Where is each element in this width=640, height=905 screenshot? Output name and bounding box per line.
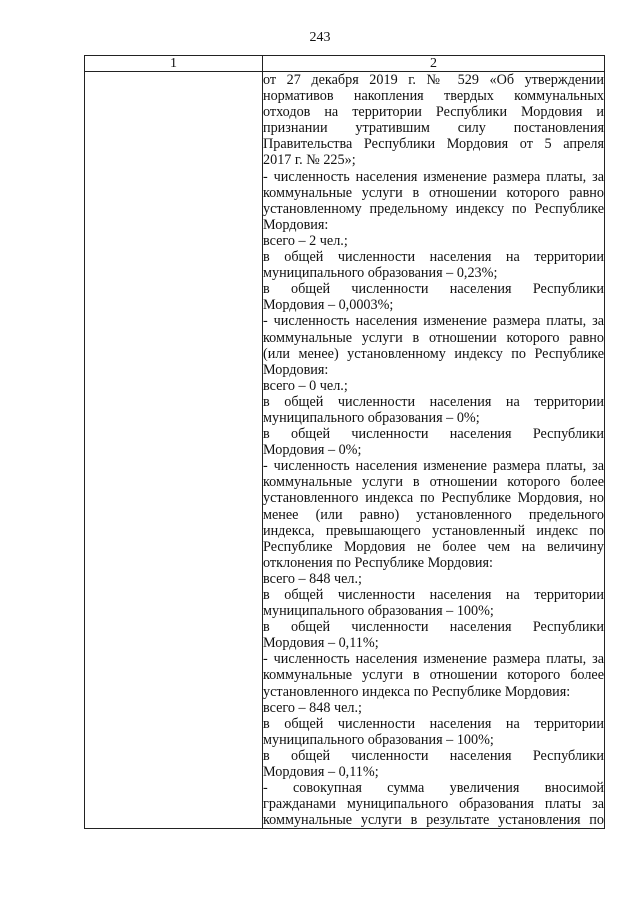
text-line: коммунальные услуги в отношении которого более (263, 474, 604, 491)
text-line: всего – 848 чел.; (263, 570, 362, 587)
text-line: Мордовия – 0,0003%; (263, 297, 394, 314)
page-number: 243 (309, 30, 331, 45)
text-line: отклонения по Республике Мордовия: (263, 554, 493, 571)
column-2-cell (263, 72, 605, 829)
text-line: коммунальные услуги в отношении которого равно (263, 329, 604, 346)
text-line: всего – 2 чел.; (263, 232, 348, 249)
text-line: отходов на территории Республики Мордовия и (263, 104, 604, 121)
text-line: - численность населения изменение размера платы, за (263, 651, 604, 668)
text-line: Республике Мордовия не более чем на величину (263, 538, 604, 555)
text-line: коммунальные услуги в отношении которого более (263, 667, 604, 684)
text-line: в общей численности населения Республики (263, 426, 604, 443)
text-line: всего – 0 чел.; (263, 377, 348, 394)
text-line: коммунальные услуги в отношении которого равно (263, 184, 604, 201)
text-line: гражданами муниципального образования платы за (263, 796, 604, 813)
text-line: индекса, превышающего установленный индекс по (263, 522, 604, 539)
text-line: Правительства Республики Мордовия от 5 апреля (263, 136, 604, 153)
text-line: Мордовия: (263, 216, 329, 233)
text-line: муниципального образования – 0%; (263, 409, 480, 426)
text-line: в общей численности населения на территории (263, 249, 604, 266)
text-line: 2017 г. № 225»; (263, 152, 356, 169)
text-line: всего – 848 чел.; (263, 699, 362, 716)
text-line: установленного индекса по Республике Мордовия, но (263, 490, 604, 507)
table-header-row (85, 56, 605, 72)
text-line: Мордовия – 0%; (263, 442, 362, 459)
text-line: в общей численности населения на территории (263, 715, 604, 732)
text-line: муниципального образования – 100%; (263, 731, 494, 748)
text-line: признании утратившим силу постановления (263, 120, 604, 137)
text-line: в общей численности населения на территории (263, 587, 604, 603)
text-line: в общей численности населения Республики (263, 747, 604, 764)
column-header-2: 2 (263, 56, 605, 72)
text-line: Мордовия – 0,11%; (263, 635, 379, 652)
text-line: в общей численности населения Республики (263, 281, 604, 298)
text-line: нормативов накопления твердых коммунальных (263, 88, 604, 105)
text-line: от 27 декабря 2019 г. № 529 «Об утверждении (263, 72, 604, 88)
text-line: установленному предельному индексу по Республике (263, 200, 604, 217)
text-line: (или менее) установленному индексу по Республике (263, 345, 604, 362)
text-line: в общей численности населения на территории (263, 393, 604, 410)
text-line: - численность населения изменение размера платы, за (263, 168, 604, 185)
text-line: менее (или равно) установленного предельного (263, 506, 604, 523)
text-line: муниципального образования – 100%; (263, 603, 494, 620)
column-header-1: 1 (85, 56, 263, 72)
text-line: Мордовия – 0,11%; (263, 764, 379, 781)
document-table (84, 55, 605, 829)
text-line: коммунальные услуги в результате установления по (263, 812, 604, 829)
table-row (85, 72, 605, 829)
text-line: муниципального образования – 0,23%; (263, 265, 498, 282)
column-1-cell (85, 72, 263, 829)
text-line: в общей численности населения Республики (263, 619, 604, 636)
text-line: - численность населения изменение размера платы, за (263, 313, 604, 330)
text-line: установленного индекса по Республике Мордовия: (263, 683, 571, 700)
column-2-text-block (263, 72, 604, 828)
text-line: - численность населения изменение размера платы, за (263, 458, 604, 475)
text-line: - совокупная сумма увеличения вносимой (263, 780, 604, 797)
text-line: Мордовия: (263, 361, 329, 378)
